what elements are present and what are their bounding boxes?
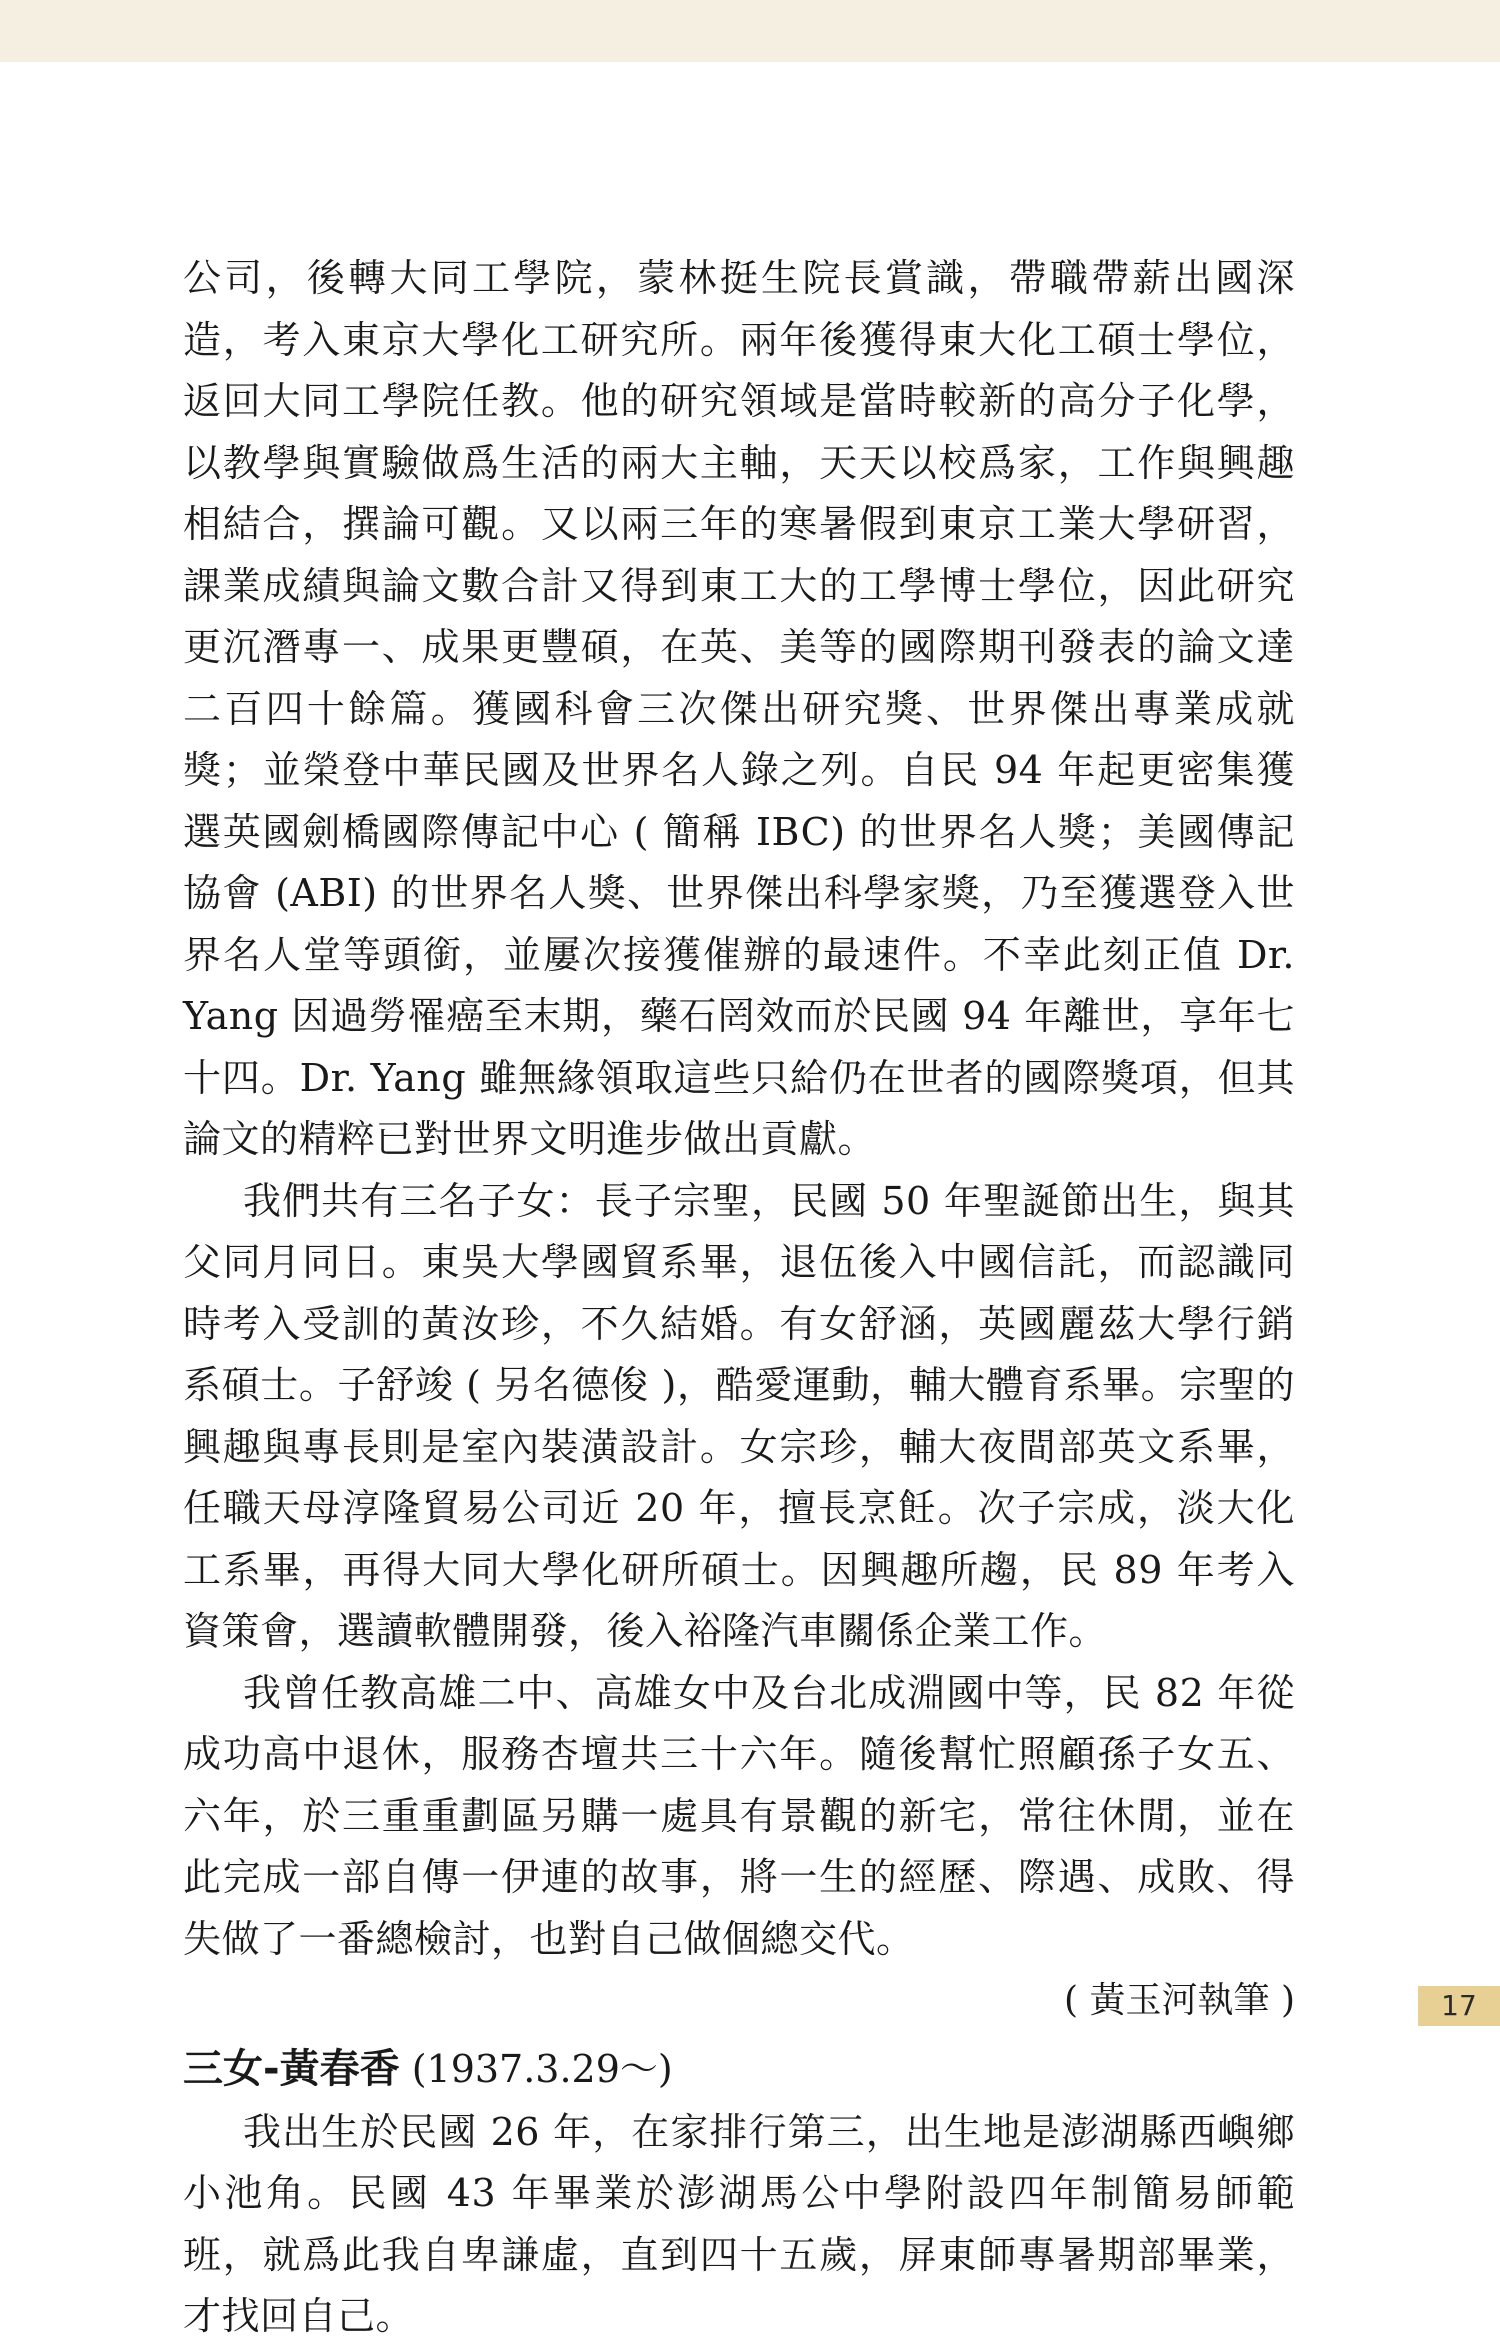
author-signature: ( 黃玉河執筆 ) <box>1064 1980 1295 2021</box>
section-heading-name: 三女-黃春香 <box>183 2045 400 2092</box>
section-heading-date: (1937.3.29～) <box>399 2046 673 2091</box>
section-paragraph: 我出生於民國 26 年，在家排行第三，出生地是澎湖縣西嶼鄉小池角。民國 43 年畢業於澎湖馬公中學附設四年制簡易師範班，就爲此我自卑謙虛，直到四十五歲，屏東師專暑期部畢業，才找回自己。 <box>183 2109 1295 2338</box>
body-paragraph-2: 我們共有三名子女：長子宗聖，民國 50 年聖誕節出生，與其父同月同日。東吳大學國貿系畢，退伍後入中國信託，而認識同時考入受訓的黃汝珍，不久結婚。有女舒涵，英國麗茲大學行銷系碩士。子舒竣 ( 另名德俊 )，酷愛運動，輔大體育系畢。宗聖的興趣與專長則是室內裝潢設計。女宗珍，輔大夜間部英文系畢，任職天母淳隆貿易公司近 20 年，擅長烹飪。次子宗成，淡大化工系畢，再得大同大學化研所碩士。因興趣所趨，民 89 年考入資策會，選讀軟體開發，後入裕隆汽車關係企業工作。 <box>183 1178 1295 1653</box>
page-number: 17 <box>1418 1986 1500 2026</box>
top-decorative-band <box>0 0 1500 62</box>
body-paragraph-3: 我曾任教高雄二中、高雄女中及台北成淵國中等，民 82 年從成功高中退休，服務杏壇共三十六年。隨後幫忙照顧孫子女五、六年，於三重重劃區另購一處具有景觀的新宅，常往休閒，並在此完成一部自傳一伊連的故事，將一生的經歷、際遇、成敗、得失做了一番總檢討，也對自己做個總交代。 <box>183 1670 1295 1961</box>
page-content <box>183 248 1295 2348</box>
body-paragraph-1: 公司，後轉大同工學院，蒙林挺生院長賞識，帶職帶薪出國深造，考入東京大學化工研究所。兩年後獲得東大化工碩士學位，返回大同工學院任教。他的研究領域是當時較新的高分子化學，以教學與實驗做爲生活的兩大主軸，天天以校爲家，工作與興趣相結合，撰論可觀。又以兩三年的寒暑假到東京工業大學研習，課業成績與論文數合計又得到東工大的工學博士學位，因此研究更沉潛專一、成果更豐碩，在英、美等的國際期刊發表的論文達二百四十餘篇。獲國科會三次傑出研究獎、世界傑出專業成就獎；並榮登中華民國及世界名人錄之列。自民 94 年起更密集獲選英國劍橋國際傳記中心 ( 簡稱 IBC) 的世界名人獎；美國傳記協會 (ABI) 的世界名人獎、世界傑出科學家獎，乃至獲選登入世界名人堂等頭銜，並屢次接獲催辦的最速件。不幸此刻正值 Dr. Yang 因過勞罹癌至末期，藥石罔效而於民國 94 年離世，享年七十四。Dr. Yang 雖無緣領取這些只給仍在世者的國際獎項，但其論文的精粹已對世界文明進步做出貢獻。 <box>183 256 1295 1161</box>
section-heading <box>183 2036 1295 2102</box>
